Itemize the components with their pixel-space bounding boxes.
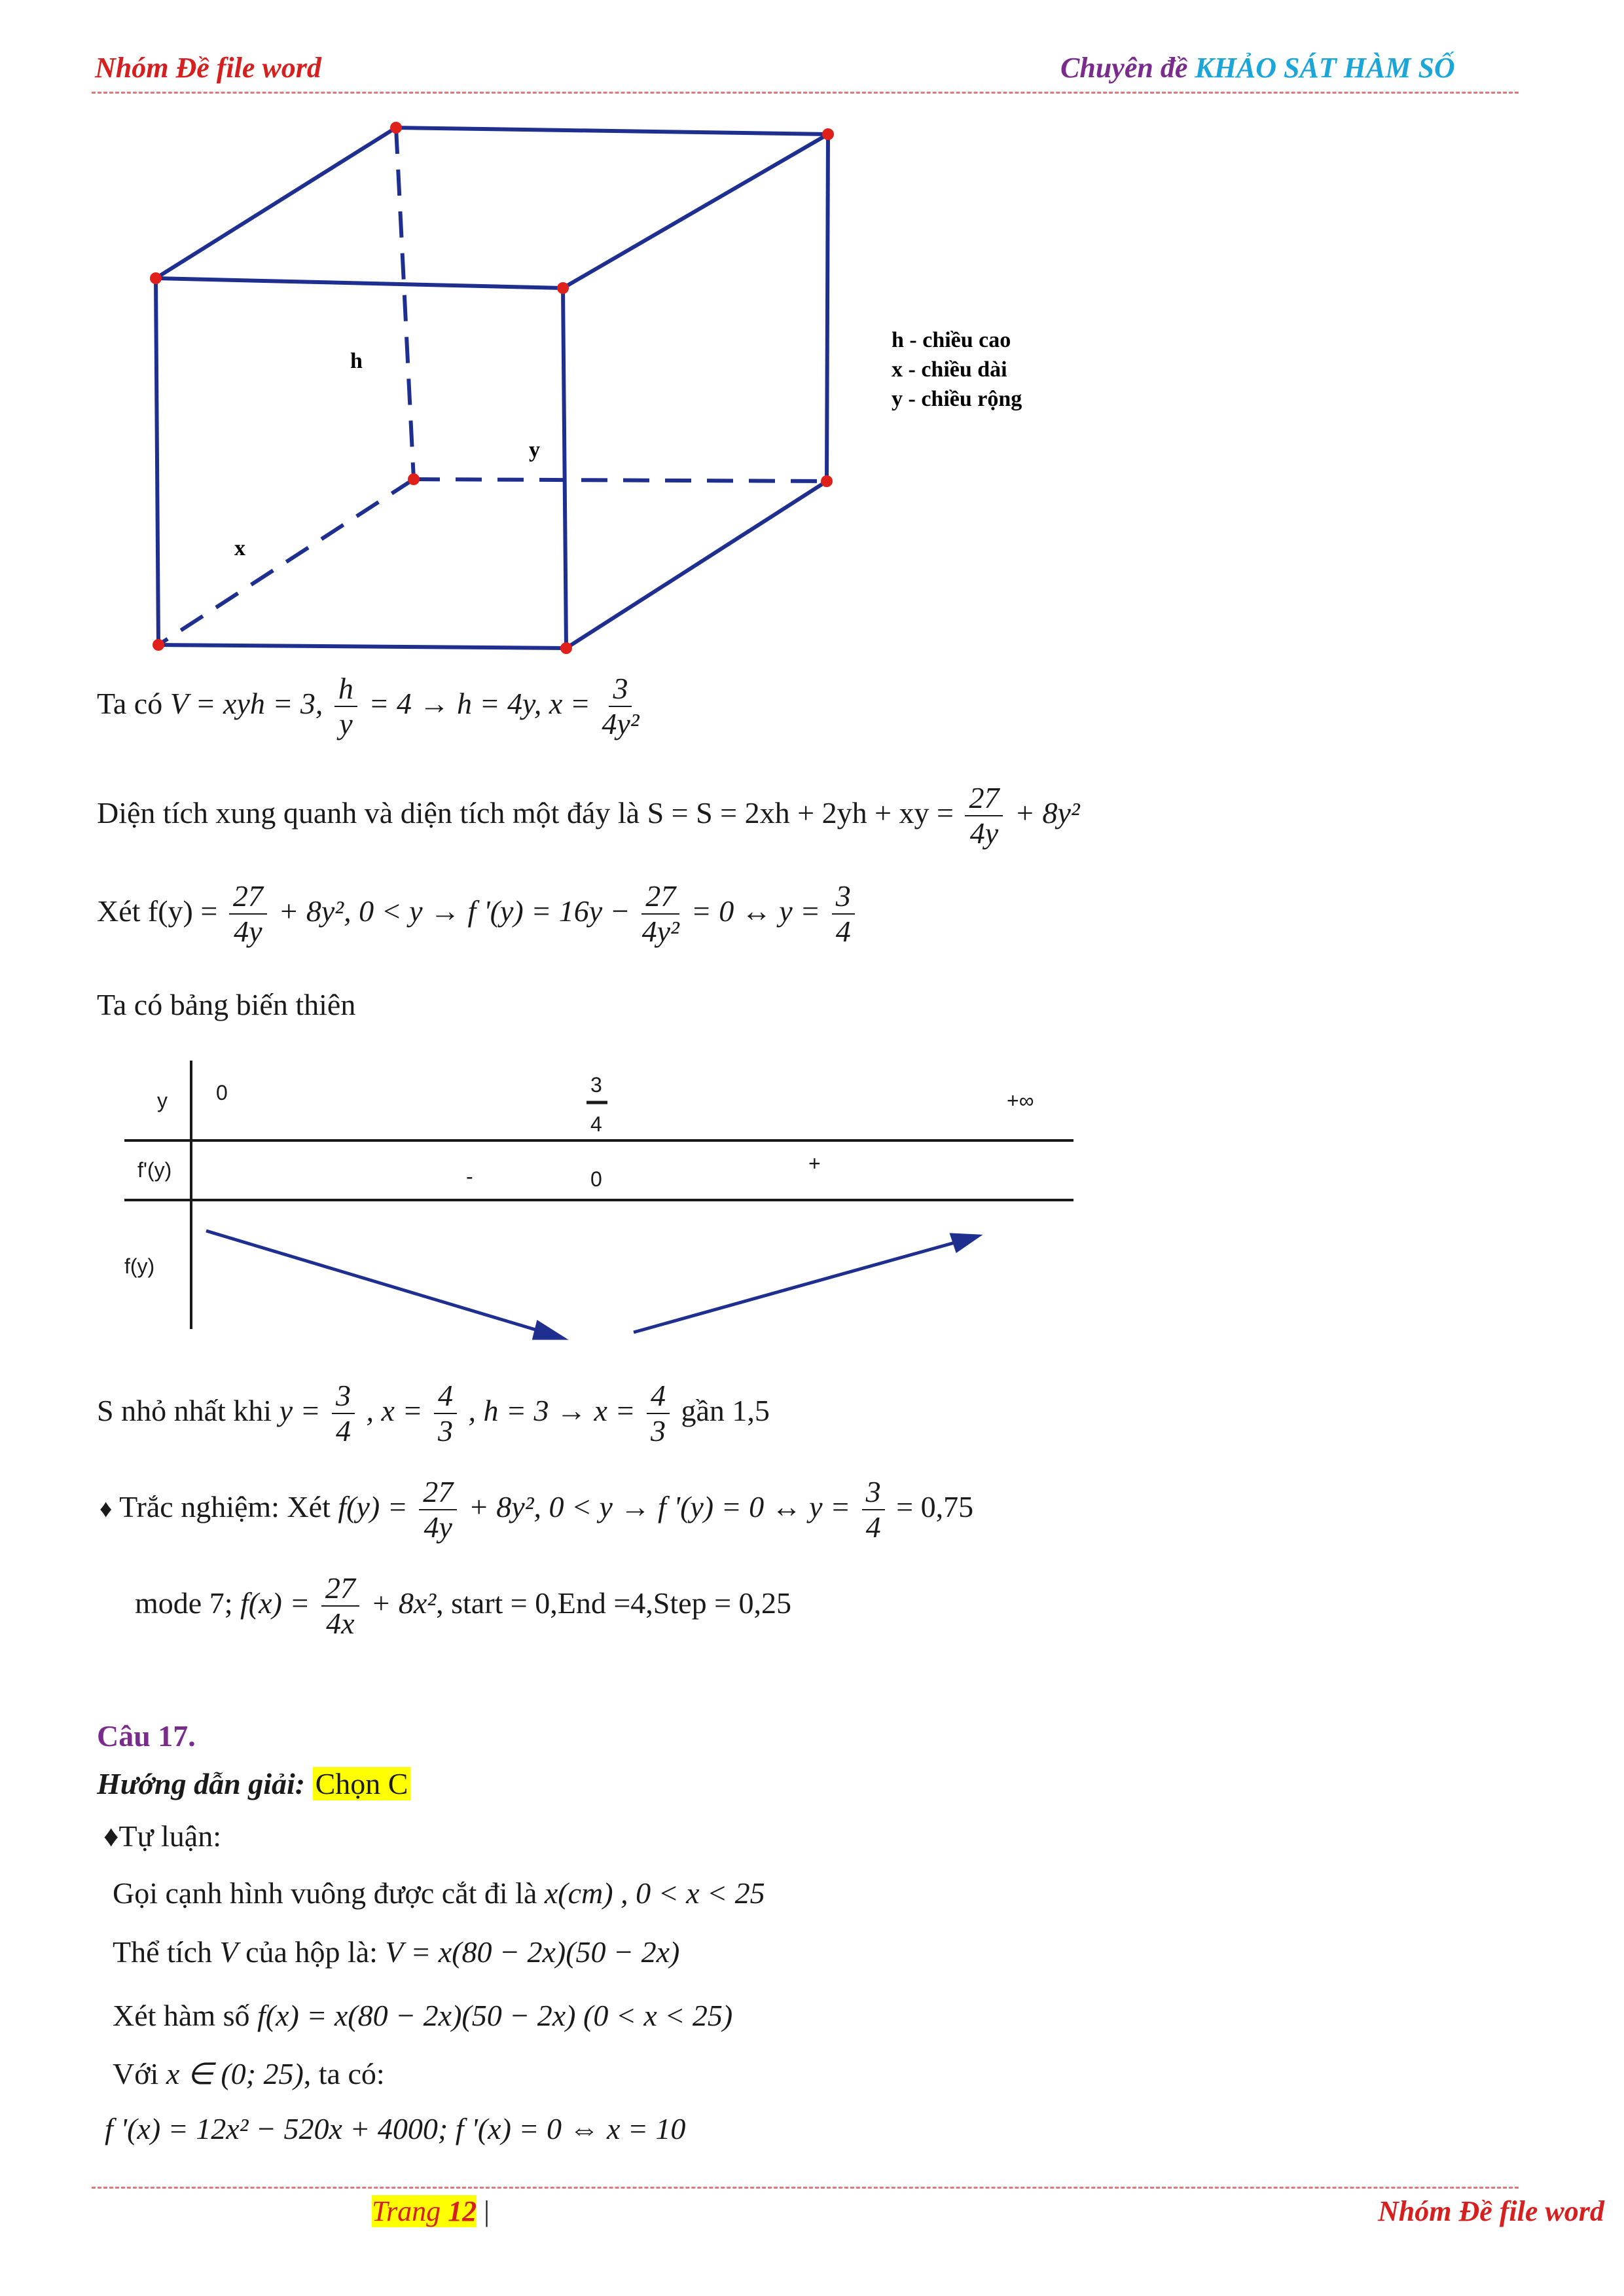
vertex-point [821,475,833,487]
box-edge [827,134,828,481]
table-y-end: +∞ [1007,1089,1034,1112]
self-study-heading: ♦Tự luận: [103,1819,221,1853]
q17-line-4-math: x ∈ (0; 25) [166,2057,304,2090]
line1-frac2: $\frac{3}{\text{4y²}}$ [602,672,640,741]
result-frac3: $\frac{4}{3}$ [647,1380,670,1448]
table-y-mid-den: 4 [590,1112,602,1136]
vertex-point [560,642,572,654]
footer-page [372,2195,490,2228]
q17-line-4: Với x ∈ (0; 25), ta có: [113,2057,385,2090]
box-edge [396,128,828,134]
quiz-suffix: = 0,75 [896,1489,974,1523]
header-right-prefix: Chuyên đề [1060,52,1195,84]
mode-suffix: , start = 0,End =4,Step = 0,25 [436,1586,792,1620]
vertex-point [557,282,569,294]
quiz-mid: + 8y², 0 < y → f '(y) = 0 ↔ y = [468,1489,851,1523]
box-hidden-edge [158,479,414,645]
box-edge [156,278,158,645]
result-h-part: , h = 3 → x = [468,1393,636,1427]
decrease-arrowhead [534,1322,563,1338]
increase-arrow [634,1239,969,1332]
line3-frac1: $\frac{27}{4y}$ [229,881,267,948]
q17-line-3-math: f(x) = x(80 − 2x)(50 − 2x) (0 < x < 25) [257,1999,733,2032]
line3-mid2: = 0 ↔ y = [691,894,821,928]
vertex-point [822,128,834,140]
vertex-point [390,122,402,134]
label-y: y [529,438,540,462]
q17-line-1-math: x(cm) , 0 < x < 25 [544,1876,765,1910]
footer-page-number: 12 [448,2195,477,2227]
line1-math-b: = 4 → h = 4y, x = [369,686,590,720]
mode-mid: + 8x² [370,1586,437,1620]
mode-prefix: mode 7; [135,1586,233,1620]
question-17-guide [97,1766,410,1801]
q17-line-3: Xét hàm số f(x) = x(80 − 2x)(50 − 2x) (0 < x < 25) [113,1999,733,2032]
header-right-topic: KHẢO SÁT HÀM SỐ [1195,52,1455,84]
guide-label: Hướng dẫn giải: [97,1767,306,1800]
increase-arrowhead [952,1235,978,1250]
box-edge [563,134,828,288]
solution-line-4: Ta có bảng biến thiên [97,988,356,1021]
footer-rule [92,2187,1519,2189]
box-hidden-edge [396,128,414,479]
mode-frac: $\frac{27}{4x}$ [321,1573,359,1640]
line2-prefix: Diện tích xung quanh và diện tích một đáy là S = S = 2xh + 2yh + xy = [97,795,954,829]
vertex-point [150,272,162,284]
table-label-fprime: f'(y) [137,1158,172,1182]
box-edge [566,481,827,648]
line2-frac: $\frac{27}{4y}$ [965,782,1003,850]
legend-x: x - chiều dài [892,357,1007,382]
vertex-point [153,639,164,651]
label-h: h [350,349,363,373]
box-figure [0,0,1624,687]
legend-h: h - chiều cao [892,328,1011,352]
question-17-title: Câu 17. [97,1719,196,1753]
vertex-point [408,473,420,485]
result-prefix: S nhỏ nhất khi [97,1393,272,1427]
decrease-arrow [206,1231,555,1336]
q17-line-5 [105,2111,685,2146]
line2-suffix: + 8y² [1014,795,1080,829]
line3-frac2: $\frac{27}{\text{4y²}}$ [641,879,679,949]
result-frac1: $\frac{3}{4}$ [332,1380,355,1448]
table-y-mid-num: 3 [590,1073,602,1097]
solution-line-2 [97,782,1080,850]
result-x-eq: , x = [366,1393,423,1427]
line1-frac1: $\frac{h}{y}$ [334,673,357,740]
footer-right: Nhóm Đề file word [1378,2195,1604,2227]
line3-prefix: Xét f(y) = [97,894,218,928]
line3-frac3: $\frac{3}{4}$ [832,881,855,948]
box-edge [156,278,563,288]
solution-line-3 [97,881,859,948]
quiz-f-eq: f(y) = [338,1489,408,1523]
result-y-eq: y = [279,1393,321,1427]
table-sign-right: + [808,1152,821,1175]
line1-prefix: Ta có [97,686,163,720]
q17-line-1: Gọi cạnh hình vuông được cắt đi là x(cm) , 0 < x < 25 [113,1876,765,1910]
mode-f: f(x) = [240,1586,310,1620]
table-label-f: f(y) [124,1254,155,1278]
line3-mid: + 8y², 0 < y → f '(y) = 16y − [278,894,630,928]
table-label-y: y [157,1089,168,1112]
quiz-frac1: $\frac{27}{4y}$ [419,1476,457,1544]
result-line [97,1380,770,1448]
line1-math-a: V = xyh = 3, [170,686,323,720]
result-frac2: $\frac{4}{3}$ [434,1380,457,1448]
header-left: Nhóm Đề file word [95,52,321,84]
quiz-line [99,1476,973,1544]
legend-y: y - chiều rộng [892,387,1022,411]
q17-line-5-math: f '(x) = 12x² − 520x + 4000; f '(x) = 0 ⇔ x = 10 [105,2112,686,2145]
q17-line-2: Thể tích V của hộp là: V = x(80 − 2x)(50 − 2x) [113,1935,680,1969]
table-zero: 0 [590,1167,602,1191]
mode-line [135,1573,791,1640]
box-edge [158,645,566,648]
answer-choice-badge: Chọn C [313,1767,411,1800]
solution-line-1 [97,673,643,740]
table-y-start: 0 [216,1081,228,1104]
quiz-prefix: Trắc nghiệm: Xét [119,1489,331,1523]
diamond-bullet-icon: ♦ [99,1495,113,1523]
footer-separator: | [484,2195,490,2227]
box-hidden-edge [414,479,827,481]
result-suffix: gần 1,5 [681,1393,770,1427]
footer-page-label: Trang [372,2195,441,2227]
quiz-frac2: $\frac{3}{4}$ [862,1476,885,1544]
box-edge [156,128,396,278]
q17-line-2-math: V = x(80 − 2x)(50 − 2x) [385,1935,680,1969]
label-x: x [234,536,245,560]
variation-table [0,1041,1624,1349]
box-edge [563,288,566,648]
table-sign-left: - [466,1165,473,1188]
